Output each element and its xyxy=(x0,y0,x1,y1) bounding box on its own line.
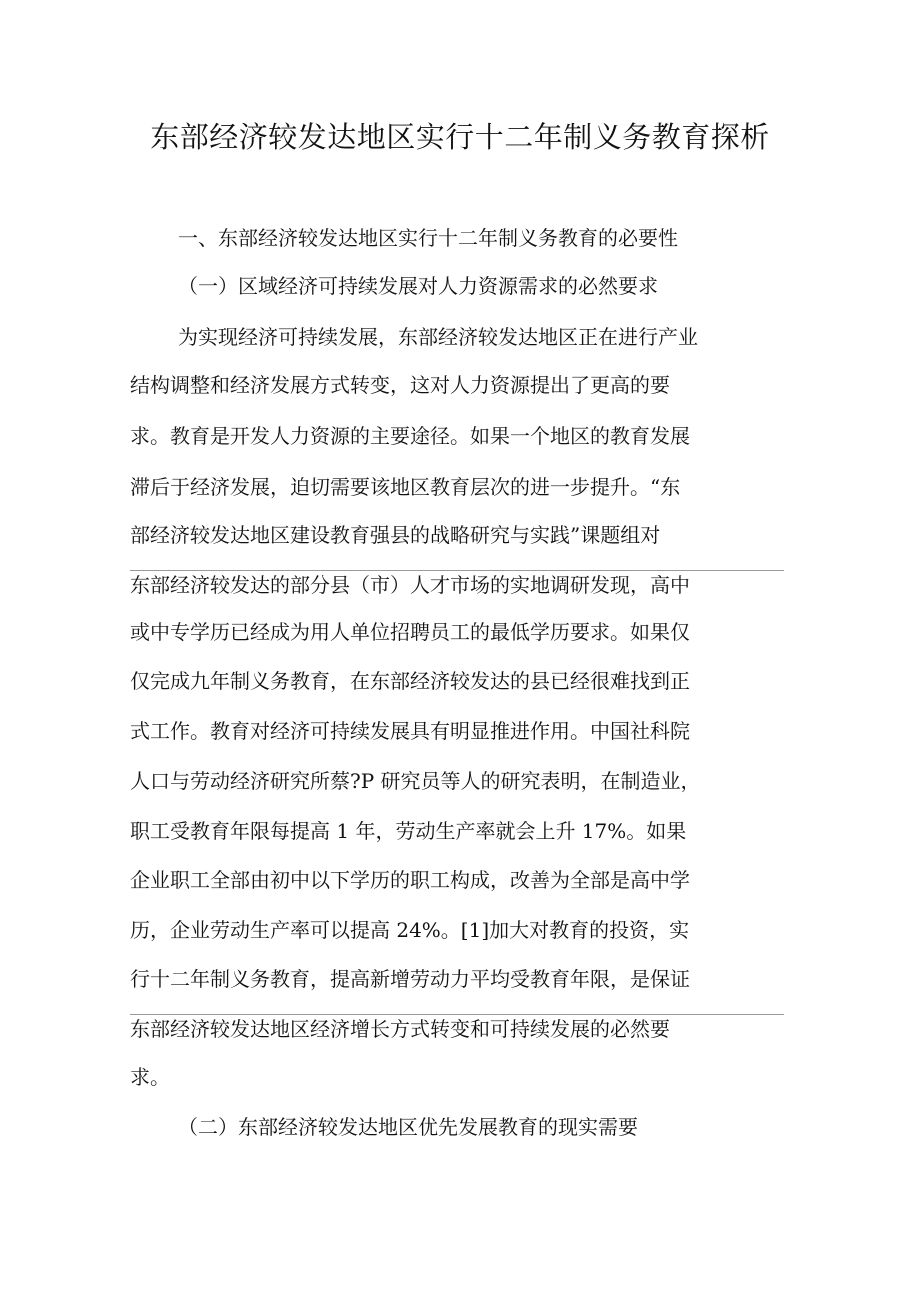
paragraph-line: 求。 xyxy=(130,1065,170,1089)
paragraph-line: 仅完成九年制义务教育，在东部经济较发达的县已经很难找到正 xyxy=(130,669,690,693)
subsection-heading: （二）东部经济较发达地区优先发展教育的现实需要 xyxy=(178,1115,638,1139)
paragraph-line: 式工作。教育对经济可持续发展具有明显推进作用。中国社科院 xyxy=(130,719,690,743)
paragraph-line: 滞后于经济发展，迫切需要该地区教育层次的进一步提升。“东 xyxy=(130,475,681,499)
paragraph-line: 或中专学历已经成为用人单位招聘员工的最低学历要求。如果仅 xyxy=(130,620,690,644)
paragraph-line: 企业职工全部由初中以下学历的职工构成，改善为全部是高中学 xyxy=(130,868,690,892)
document-title: 东部经济较发达地区实行十二年制义务教育探析 xyxy=(150,120,770,154)
paragraph-line: 行十二年制义务教育，提高新增劳动力平均受教育年限，是保证 xyxy=(130,967,690,991)
paragraph-line: 求。教育是开发人力资源的主要途径。如果一个地区的教育发展 xyxy=(130,424,690,448)
section-heading: 一、东部经济较发达地区实行十二年制义务教育的必要性 xyxy=(178,226,678,250)
subsection-heading: （一）区域经济可持续发展对人力资源需求的必然要求 xyxy=(178,274,658,298)
paragraph-line: 职工受教育年限每提高 1 年，劳动生产率就会上升 17%。如果 xyxy=(130,819,687,843)
paragraph-line: 东部经济较发达的部分县（市）人才市场的实地调研发现，高中 xyxy=(130,573,690,597)
paragraph-line: 为实现经济可持续发展，东部经济较发达地区正在进行产业 xyxy=(178,325,698,349)
paragraph-line: 东部经济较发达地区经济增长方式转变和可持续发展的必然要 xyxy=(130,1017,670,1041)
paragraph-line: 部经济较发达地区建设教育强县的战略研究与实践”课题组对 xyxy=(130,523,661,547)
paragraph-line: 结构调整和经济发展方式转变，这对人力资源提出了更高的要 xyxy=(130,373,670,397)
paragraph-line: 人口与劳动经济研究所蔡?P 研究员等人的研究表明，在制造业， xyxy=(130,769,701,793)
paragraph-line: 历，企业劳动生产率可以提高 24%。[1]加大对教育的投资，实 xyxy=(130,918,690,942)
